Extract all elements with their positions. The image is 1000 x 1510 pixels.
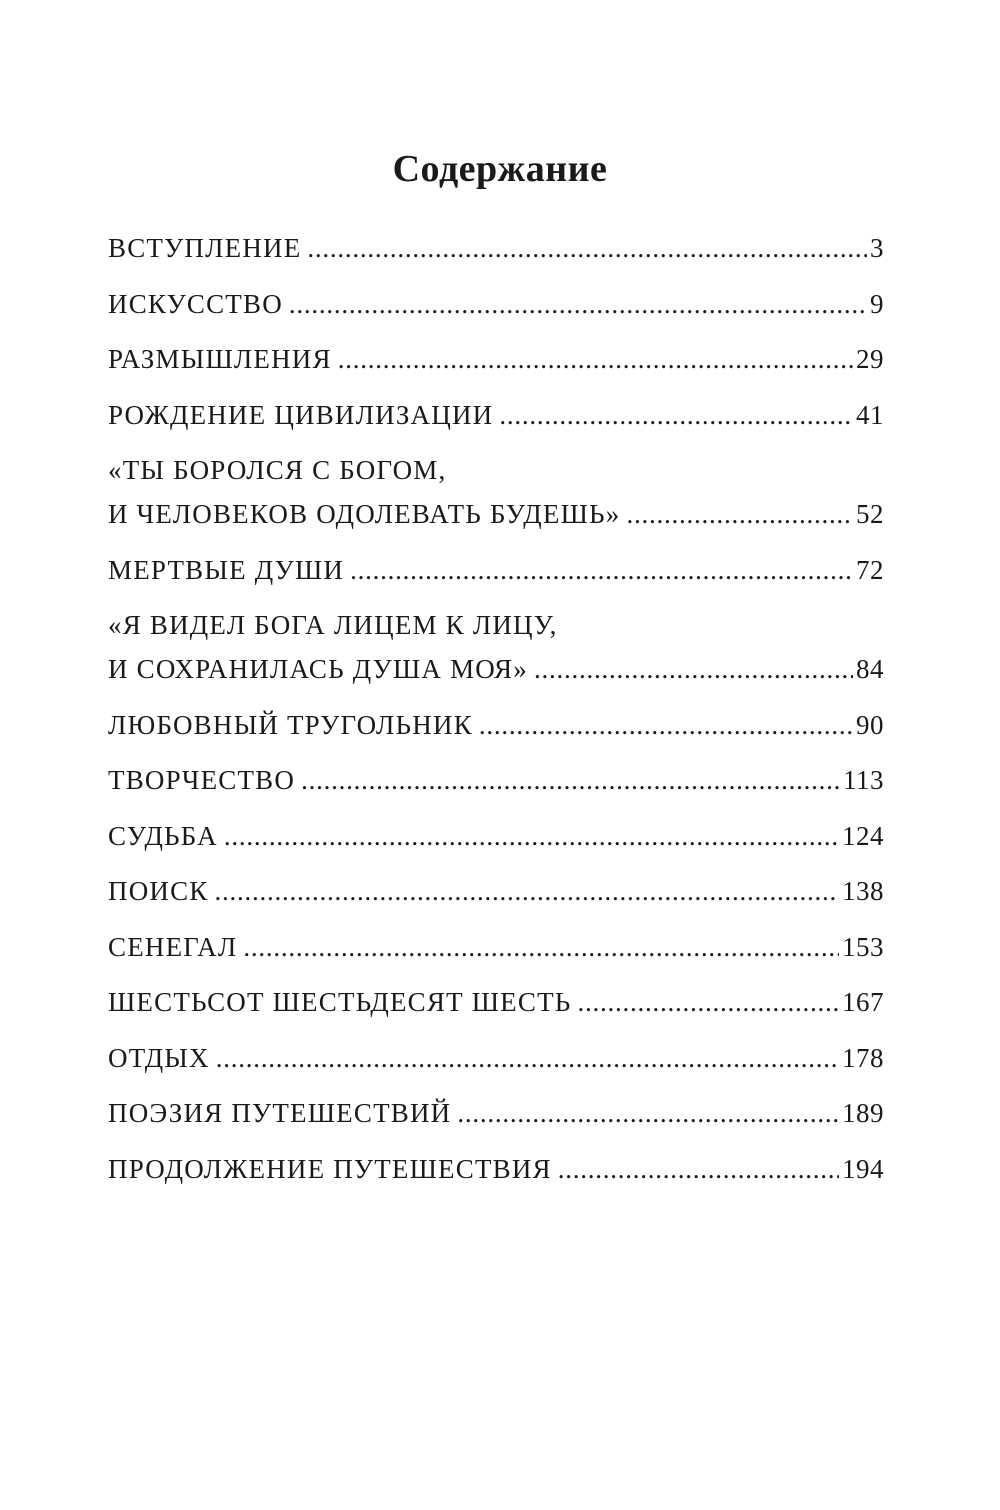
toc-entry[interactable] bbox=[108, 1036, 884, 1080]
toc-entry-page: 194 bbox=[842, 1153, 884, 1184]
dot-leader bbox=[350, 548, 853, 592]
page-title: Содержание bbox=[392, 148, 608, 190]
toc-entry-page: 167 bbox=[842, 987, 884, 1017]
dot-leader bbox=[216, 1036, 839, 1080]
toc-entry-title: СУДЬБА bbox=[108, 820, 218, 851]
dot-leader bbox=[289, 282, 867, 326]
toc-entry-title: ПОЭЗИЯ ПУТЕШЕСТВИЙ bbox=[108, 1098, 452, 1128]
toc-entry-page: 153 bbox=[842, 931, 884, 962]
toc-entry-title: ПОИСК bbox=[108, 876, 209, 906]
dot-leader bbox=[301, 758, 840, 802]
toc-entry[interactable] bbox=[108, 814, 884, 858]
toc-entry-title-line1: «Я ВИДЕЛ БОГА ЛИЦЕМ К ЛИЦУ, bbox=[108, 610, 558, 640]
toc-entry-title: СЕНЕГАЛ bbox=[108, 931, 238, 962]
toc-entry[interactable] bbox=[108, 925, 884, 969]
toc-entry-page: 113 bbox=[843, 765, 884, 795]
toc-entry-title: ИСКУССТВО bbox=[108, 288, 283, 319]
toc-entry[interactable] bbox=[108, 1091, 884, 1135]
toc-entry[interactable] bbox=[108, 226, 884, 270]
dot-leader bbox=[479, 703, 853, 747]
toc-entry[interactable] bbox=[108, 548, 884, 592]
toc-entry-title: РАЗМЫШЛЕНИЯ bbox=[108, 344, 332, 374]
toc-entry-page: 84 bbox=[856, 654, 884, 684]
toc-entry-page: 72 bbox=[856, 554, 884, 585]
table-of-contents bbox=[108, 226, 884, 1202]
dot-leader bbox=[457, 1091, 839, 1135]
toc-entry-page: 178 bbox=[842, 1042, 884, 1073]
dot-leader bbox=[499, 393, 853, 437]
dot-leader bbox=[626, 492, 853, 536]
toc-entry[interactable] bbox=[108, 393, 884, 437]
toc-entry-page: 41 bbox=[856, 399, 884, 430]
dot-leader bbox=[215, 869, 839, 913]
dot-leader bbox=[338, 337, 853, 381]
toc-entry-title: ОТДЫХ bbox=[108, 1042, 210, 1073]
toc-entry[interactable] bbox=[108, 1147, 884, 1191]
toc-entry-page: 3 bbox=[870, 233, 884, 263]
toc-entry-title: ШЕСТЬСОТ ШЕСТЬДЕСЯТ ШЕСТЬ bbox=[108, 987, 572, 1017]
toc-entry[interactable] bbox=[108, 282, 884, 326]
toc-entry-page: 90 bbox=[856, 709, 884, 740]
toc-entry-title: ВСТУПЛЕНИЕ bbox=[108, 233, 302, 263]
toc-entry-page: 138 bbox=[842, 876, 884, 906]
toc-entry[interactable] bbox=[108, 448, 884, 536]
toc-entry-title: ТВОРЧЕСТВО bbox=[108, 765, 296, 795]
toc-entry-title: И СОХРАНИЛАСЬ ДУША МОЯ» bbox=[108, 654, 528, 684]
dot-leader bbox=[224, 814, 839, 858]
toc-entry-title: РОЖДЕНИЕ ЦИВИЛИЗАЦИИ bbox=[108, 399, 494, 430]
toc-entry-page: 124 bbox=[842, 820, 884, 851]
toc-entry-title: ЛЮБОВНЫЙ ТРУГОЛЬНИК bbox=[108, 709, 473, 740]
toc-entry[interactable] bbox=[108, 869, 884, 913]
toc-entry[interactable] bbox=[108, 337, 884, 381]
toc-entry-page: 9 bbox=[870, 288, 884, 319]
toc-entry-title-line1: «ТЫ БОРОЛСЯ С БОГОМ, bbox=[108, 455, 447, 485]
dot-leader bbox=[307, 226, 867, 270]
dot-leader bbox=[577, 980, 839, 1024]
toc-entry-title: ПРОДОЛЖЕНИЕ ПУТЕШЕСТВИЯ bbox=[108, 1153, 552, 1184]
toc-entry-title: И ЧЕЛОВЕКОВ ОДОЛЕВАТЬ БУДЕШЬ» bbox=[108, 499, 621, 529]
toc-entry-page: 29 bbox=[856, 344, 884, 374]
dot-leader bbox=[534, 647, 853, 691]
dot-leader bbox=[243, 925, 839, 969]
toc-entry[interactable] bbox=[108, 603, 884, 691]
toc-entry[interactable] bbox=[108, 980, 884, 1024]
toc-entry-title: МЕРТВЫЕ ДУШИ bbox=[108, 554, 345, 585]
toc-entry-page: 52 bbox=[856, 499, 884, 529]
dot-leader bbox=[558, 1147, 839, 1191]
toc-entry[interactable] bbox=[108, 703, 884, 747]
toc-entry-page: 189 bbox=[842, 1098, 884, 1128]
toc-entry[interactable] bbox=[108, 758, 884, 802]
